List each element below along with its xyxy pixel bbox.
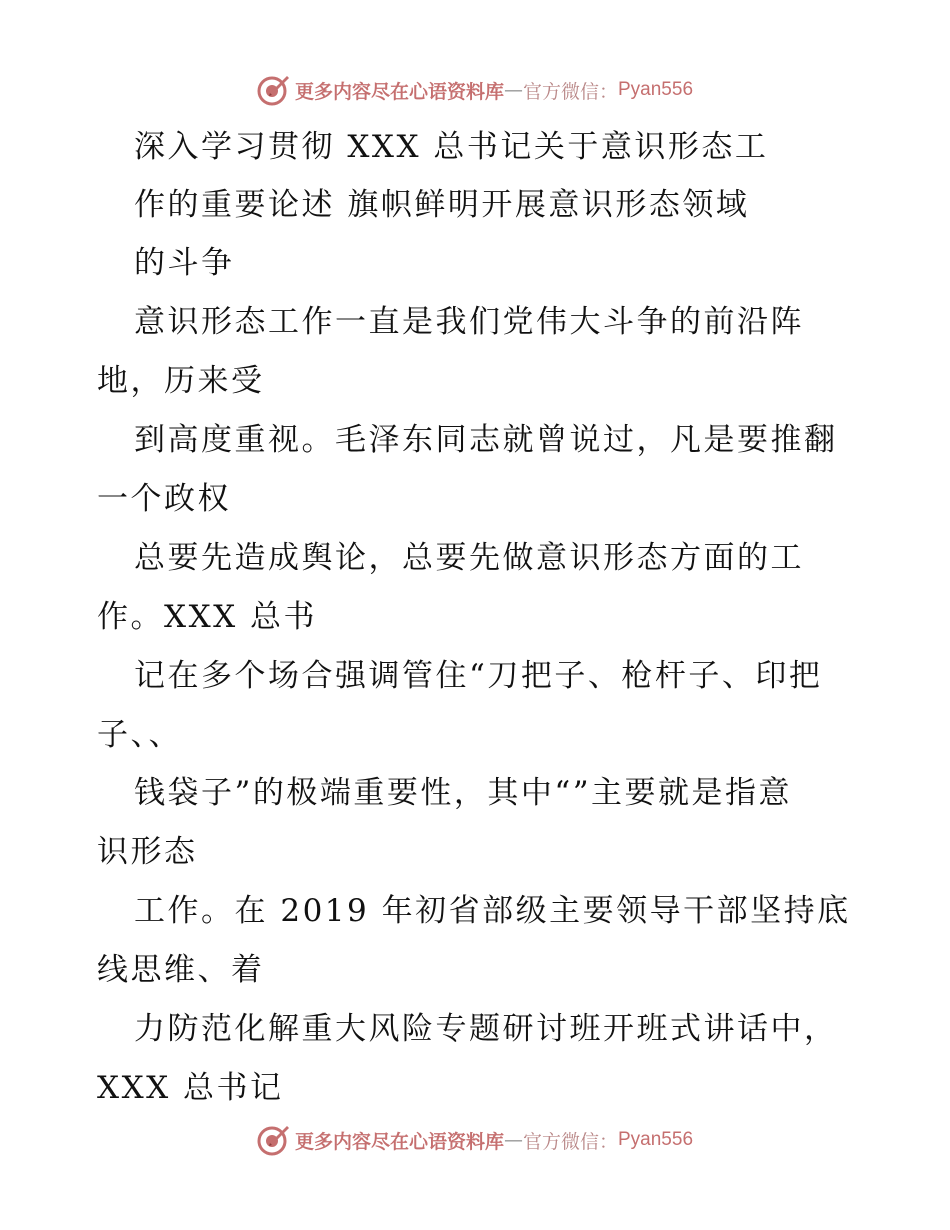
body-line: 地，历来受	[97, 363, 265, 399]
banner-main-text: 更多内容尽在心语资料库	[294, 1130, 504, 1153]
title-line: 深入学习贯彻 XXX 总书记关于意识形态工	[134, 129, 769, 165]
banner-wechat-id: Pyan556	[618, 79, 694, 100]
body-line: 总要先造成舆论，总要先做意识形态方面的工	[134, 540, 804, 576]
title-line: 的斗争	[134, 245, 235, 281]
body-line: 一个政权	[97, 481, 231, 517]
title-line: 作的重要论述 旗帜鲜明开展意识形态领域	[134, 187, 750, 223]
banner-wechat-label: 官方微信：	[522, 80, 618, 103]
body-line: XXX 总书记	[97, 1070, 284, 1106]
banner-wechat-label: 官方微信：	[522, 1130, 618, 1153]
body-line: 到高度重视。毛泽东同志就曾说过，凡是要推翻	[134, 422, 838, 458]
footer-banner	[0, 1120, 950, 1160]
body-line: 力防范化解重大风险专题研讨班开班式讲话中，	[134, 1011, 838, 1047]
banner-separator: —	[503, 79, 523, 101]
pen-logo-icon	[257, 1123, 291, 1157]
banner-separator: —	[503, 1129, 523, 1151]
body-line: 记在多个场合强调管住“刀把子、枪杆子、印把	[134, 658, 823, 694]
body-line: 意识形态工作一直是我们党伟大斗争的前沿阵	[134, 304, 804, 340]
body-line: 工作。在 2019 年初省部级主要领导干部坚持底	[134, 893, 851, 929]
body-line: 线思维、着	[97, 952, 265, 988]
body-line: 钱袋子”的极端重要性，其中“”主要就是指意	[134, 775, 793, 811]
banner-wechat-id: Pyan556	[618, 1129, 694, 1150]
body-line: 识形态	[97, 834, 198, 870]
banner-main-text: 更多内容尽在心语资料库	[294, 80, 504, 103]
body-line: 作。XXX 总书	[97, 599, 318, 635]
body-line: 子、、	[97, 717, 182, 753]
